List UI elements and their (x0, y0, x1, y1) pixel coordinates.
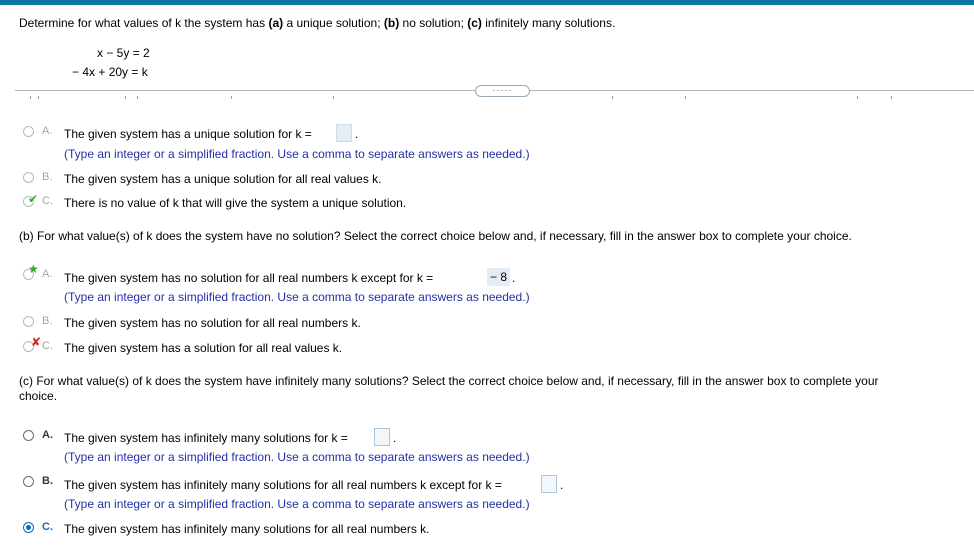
part-b-option-b-text: The given system has no solution for all real numbers k. (64, 316, 361, 330)
divider-tick (30, 96, 31, 99)
part-c-option-b-letter: B. (42, 475, 53, 487)
part-a-option-b-text: The given system has a unique solution for all real values k. (64, 172, 382, 186)
part-a-option-a-letter: A. (42, 125, 53, 137)
part-c-option-c-letter: C. (42, 521, 53, 533)
part-a-option-a-hint: (Type an integer or a simplified fraction. Use a comma to separate answers as needed.) (64, 147, 530, 161)
part-c-option-a-radio[interactable] (23, 430, 34, 441)
divider-tick (333, 96, 334, 99)
part-c-option-b-text: The given system has infinitely many solutions for all real numbers k except for k = (64, 478, 502, 492)
divider-tick (891, 96, 892, 99)
part-c-option-c-text: The given system has infinitely many solutions for all real numbers k. (64, 522, 430, 536)
part-b-option-b-radio[interactable] (23, 316, 34, 327)
part-c-question-line-2: choice. (19, 389, 58, 403)
divider-tick (612, 96, 613, 99)
divider-tick (125, 96, 126, 99)
part-b-answer-value: − 8 (487, 268, 510, 286)
part-a-option-a-text: The given system has a unique solution for k = (64, 127, 312, 141)
part-c-option-c-radio-selected[interactable] (23, 522, 34, 533)
part-c-option-a-answer-box[interactable] (374, 428, 390, 446)
part-b-option-a-text: The given system has no solution for all real numbers k except for k = (64, 271, 434, 285)
part-c-option-b-answer-box[interactable] (541, 475, 557, 493)
part-c-option-b-period: . (560, 478, 564, 492)
divider-tick (857, 96, 858, 99)
part-c-option-b-radio[interactable] (23, 476, 34, 487)
equation-1: x − 5y = 2 (97, 46, 150, 60)
part-a-option-a-period: . (355, 127, 359, 141)
part-b-option-a-period: . (512, 271, 516, 285)
part-b-option-a-letter: A. (42, 268, 53, 280)
part-c-option-a-hint: (Type an integer or a simplified fraction. Use a comma to separate answers as needed.) (64, 450, 530, 464)
part-a-option-b-radio[interactable] (23, 172, 34, 183)
part-a-option-c-letter: C. (42, 195, 53, 207)
equation-2: − 4x + 20y = k (72, 65, 148, 79)
part-a-option-c-text: There is no value of k that will give the system a unique solution. (64, 196, 407, 210)
part-c-option-a-period: . (393, 431, 397, 445)
part-a-option-b-letter: B. (42, 171, 53, 183)
part-b-option-c-text: The given system has a solution for all real values k. (64, 341, 343, 355)
part-c-question-line-1: (c) For what value(s) of k does the system have infinitely many solutions? Select the correct choice below and, if necessary, fill in the answer box to complete your (19, 374, 879, 388)
correct-check-icon: ✔ (28, 192, 39, 206)
divider-tick (38, 96, 39, 99)
part-c-option-a-text: The given system has infinitely many solutions for k = (64, 431, 348, 445)
part-a-answer-box (336, 124, 352, 142)
expand-question-button[interactable]: ····· (475, 85, 530, 97)
part-b-option-b-letter: B. (42, 315, 53, 327)
part-c-option-b-hint: (Type an integer or a simplified fraction. Use a comma to separate answers as needed.) (64, 497, 530, 511)
part-a-option-a-radio[interactable] (23, 126, 34, 137)
divider-tick (137, 96, 138, 99)
correct-answer-star-icon: ★ (28, 262, 39, 276)
part-b-option-c-letter: C. (42, 340, 53, 352)
top-accent-bar (0, 0, 974, 5)
part-c-option-a-letter: A. (42, 429, 53, 441)
problem-statement: Determine for what values of k the system has (a) a unique solution; (b) no solution; (c) infinitely many solutions. (19, 16, 616, 30)
divider-tick (685, 96, 686, 99)
part-b-option-a-hint: (Type an integer or a simplified fraction. Use a comma to separate answers as needed.) (64, 290, 530, 304)
part-b-question: (b) For what value(s) of k does the system have no solution? Select the correct choice below and, if necessary, fill in the answer box to complete your choice. (19, 229, 852, 243)
divider-tick (231, 96, 232, 99)
incorrect-x-icon: ✘ (31, 335, 42, 349)
